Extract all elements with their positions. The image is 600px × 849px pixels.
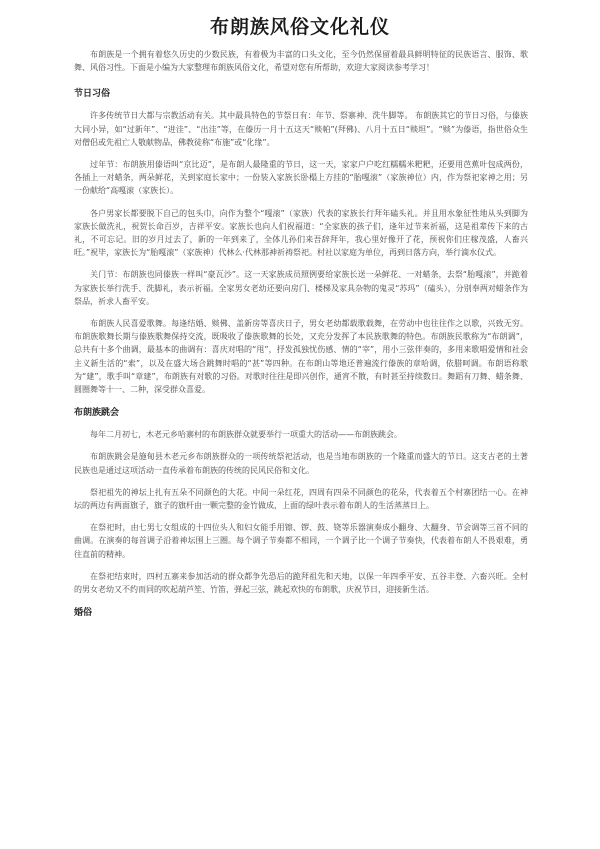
document-body [74, 48, 528, 628]
paragraph: 各户男家长都要脱下自己的包头巾，向作为整个“嘎滚”（家族）代表的家族长行拜年磕头礼。并且用水象征性地从头到脚为家族长做洗礼，祝贺长命百岁，吉祥平安。家族长也向人们祝福道：“全家族的孩子们，逢年过节来祈福，这是祖辈传下来的古礼，不可忘记。旧的岁月过去了，新的一年到来了，全体儿孙们来吾辞拜年，我心里好像开了花，预祝你们庄稼茂盛，人畜兴旺。”祝毕，家族长为“胎嘎滚”（家族神）代林么·代林那神祈祷祭祀。村社以家庭为单位，再到日落方向，举行滴水仪式。 [74, 208, 528, 258]
paragraph: 在祭祀时，由七男七女组成的十四位头人和妇女能手用镲、锣、鼓、铙等乐器演奏成小翻身、大翻身、节会调等三首不同的曲调。在演奏的每首调子沿着神坛围上三圈。每个调子节奏都不相同，一个调子比一个调子节奏快，代表着布朗人不畏艰难，勇往直前的精神。 [74, 523, 528, 559]
paragraph: 布朗族跳会是施甸县木老元乡布朗族群众的一项传统祭祀活动，也是当地布朗族的一个隆重而盛大的节日。这支古老的土著民族也是通过这项活动一直传承着布朗族的传统的民风民俗和文化。 [74, 452, 528, 475]
paragraph: 关门节：布朗族也同傣族一样叫“豪瓦沙”。这一天家族成员照例要给家族长送一朵鲜花、一对蜡条，去祭“胎嘎滚”，并跪着为家族长举行洗手、洗脚礼，表示祈福。全家男女老幼还要向房门、楼梯及家具杂物的鬼灵“苏玛”（磕头），分别奉两对蜡条作为祭品，祈求人畜平安。 [74, 270, 528, 306]
intro-paragraph: 布朗族是一个拥有着悠久历史的少数民族，有着极为丰富的口头文化，至今仍然保留着最具鲜明特征的民族语言、服饰、歌舞、风俗习性。下面是小编为大家整理布朗族风俗文化，希望对您有所帮助，欢迎大家阅读参考学习！ [74, 50, 528, 73]
section-heading-wedding: 婚俗 [74, 608, 93, 619]
paragraph: 许多传统节日大都与宗教活动有关。其中最具特色的节祭日有：年节、祭寨神、洗牛脚等。 布朗族其它的节日习俗，与傣族大同小异，如“过新年”、“进洼”、“出洼”等，在傣历一月十五这天“赕帕”(拜佛)、八月十五日“赕坦”。“赕”为傣语，指世俗众生对僧侣或先祖亡人敬献物品，佛教徒称“布施”或“化缘”。 [74, 111, 528, 147]
paragraph: 祭祀祖先的神坛上扎有五朵不同颜色的大花。中间一朵红花，四周有四朵不同颜色的花朵，代表着五个村寨团结一心。在神坛的两边有两面旗子，旗子的旗杆由一颗完整的金竹做成，上面的绿叶表示着布朗人的生活蒸蒸日上。 [74, 487, 528, 511]
paragraph: 每年二月初七，木老元乡哈寨村的布朗族群众就要举行一项重大的活动——布朗族跳会。 [90, 430, 402, 440]
paragraph: 布朗族人民喜爱歌舞。每逢结婚、赕佛、盖新房等喜庆日子，男女老幼都载歌载舞，在劳动中也往往作之以歌，兴致无穷。 布朗族歌舞长期与傣族歌舞保持交流，既吸收了傣族歌舞的长处，又充分发挥了本民族歌舞的特色。布朗族民歌称为“布朗调”，总共有十多个曲调，最基本的曲调有：喜庆对唱的“甩”，抒发孤独忧伤感、情的“宰”，用小三弦伴奏的，多用来歌唱爱情和社会主义新生活的“索”，以及在盛大场合跳舞时唱的“甚”等四种。在布朗山等地还普遍流行傣族的章哈调，依腊呵调。布朗语称歌为“建”，歌手叫“章建”，布朗族有对歌的习俗。对歌时往往是即兴创作，通宵不散，有时甚至持续数日。舞蹈有刀舞、蜡条舞、圆圈舞等十一、二种，深受群众喜爱。 [74, 319, 528, 395]
paragraph: 在祭祀结束时，四村五寨来参加活动的群众都争先恐后的跪拜祖先和天地，以保一年四季平安、五谷丰登、六畜兴旺。全村的男女老幼又不约而同的吹起葫芦笙、竹笛，弹起三弦，跳起欢快的布朗歌，庆祝节日，迎接新生活。 [74, 571, 528, 595]
section-heading-tiaohui: 布朗族跳会 [74, 408, 120, 419]
page-title: 布朗族风俗文化礼仪 [209, 16, 390, 38]
section-heading-festivals: 节日习俗 [74, 89, 111, 100]
paragraph: 过年节：布朗族用傣语叫“京比迈”，是布朗人最隆重的节日，这一天，家家户户吃红糯糯米粑粑，还要用芭蕉叶包成两份，各插上一对蜡条，两朵鲜花，关到家庭长家中；一份装入家族长卧榻上方挂的“胎嘎滚”（家族神位）内，作为祭祀家神之用；另一份献给“高嘎滚（家族长）。 [74, 160, 528, 196]
